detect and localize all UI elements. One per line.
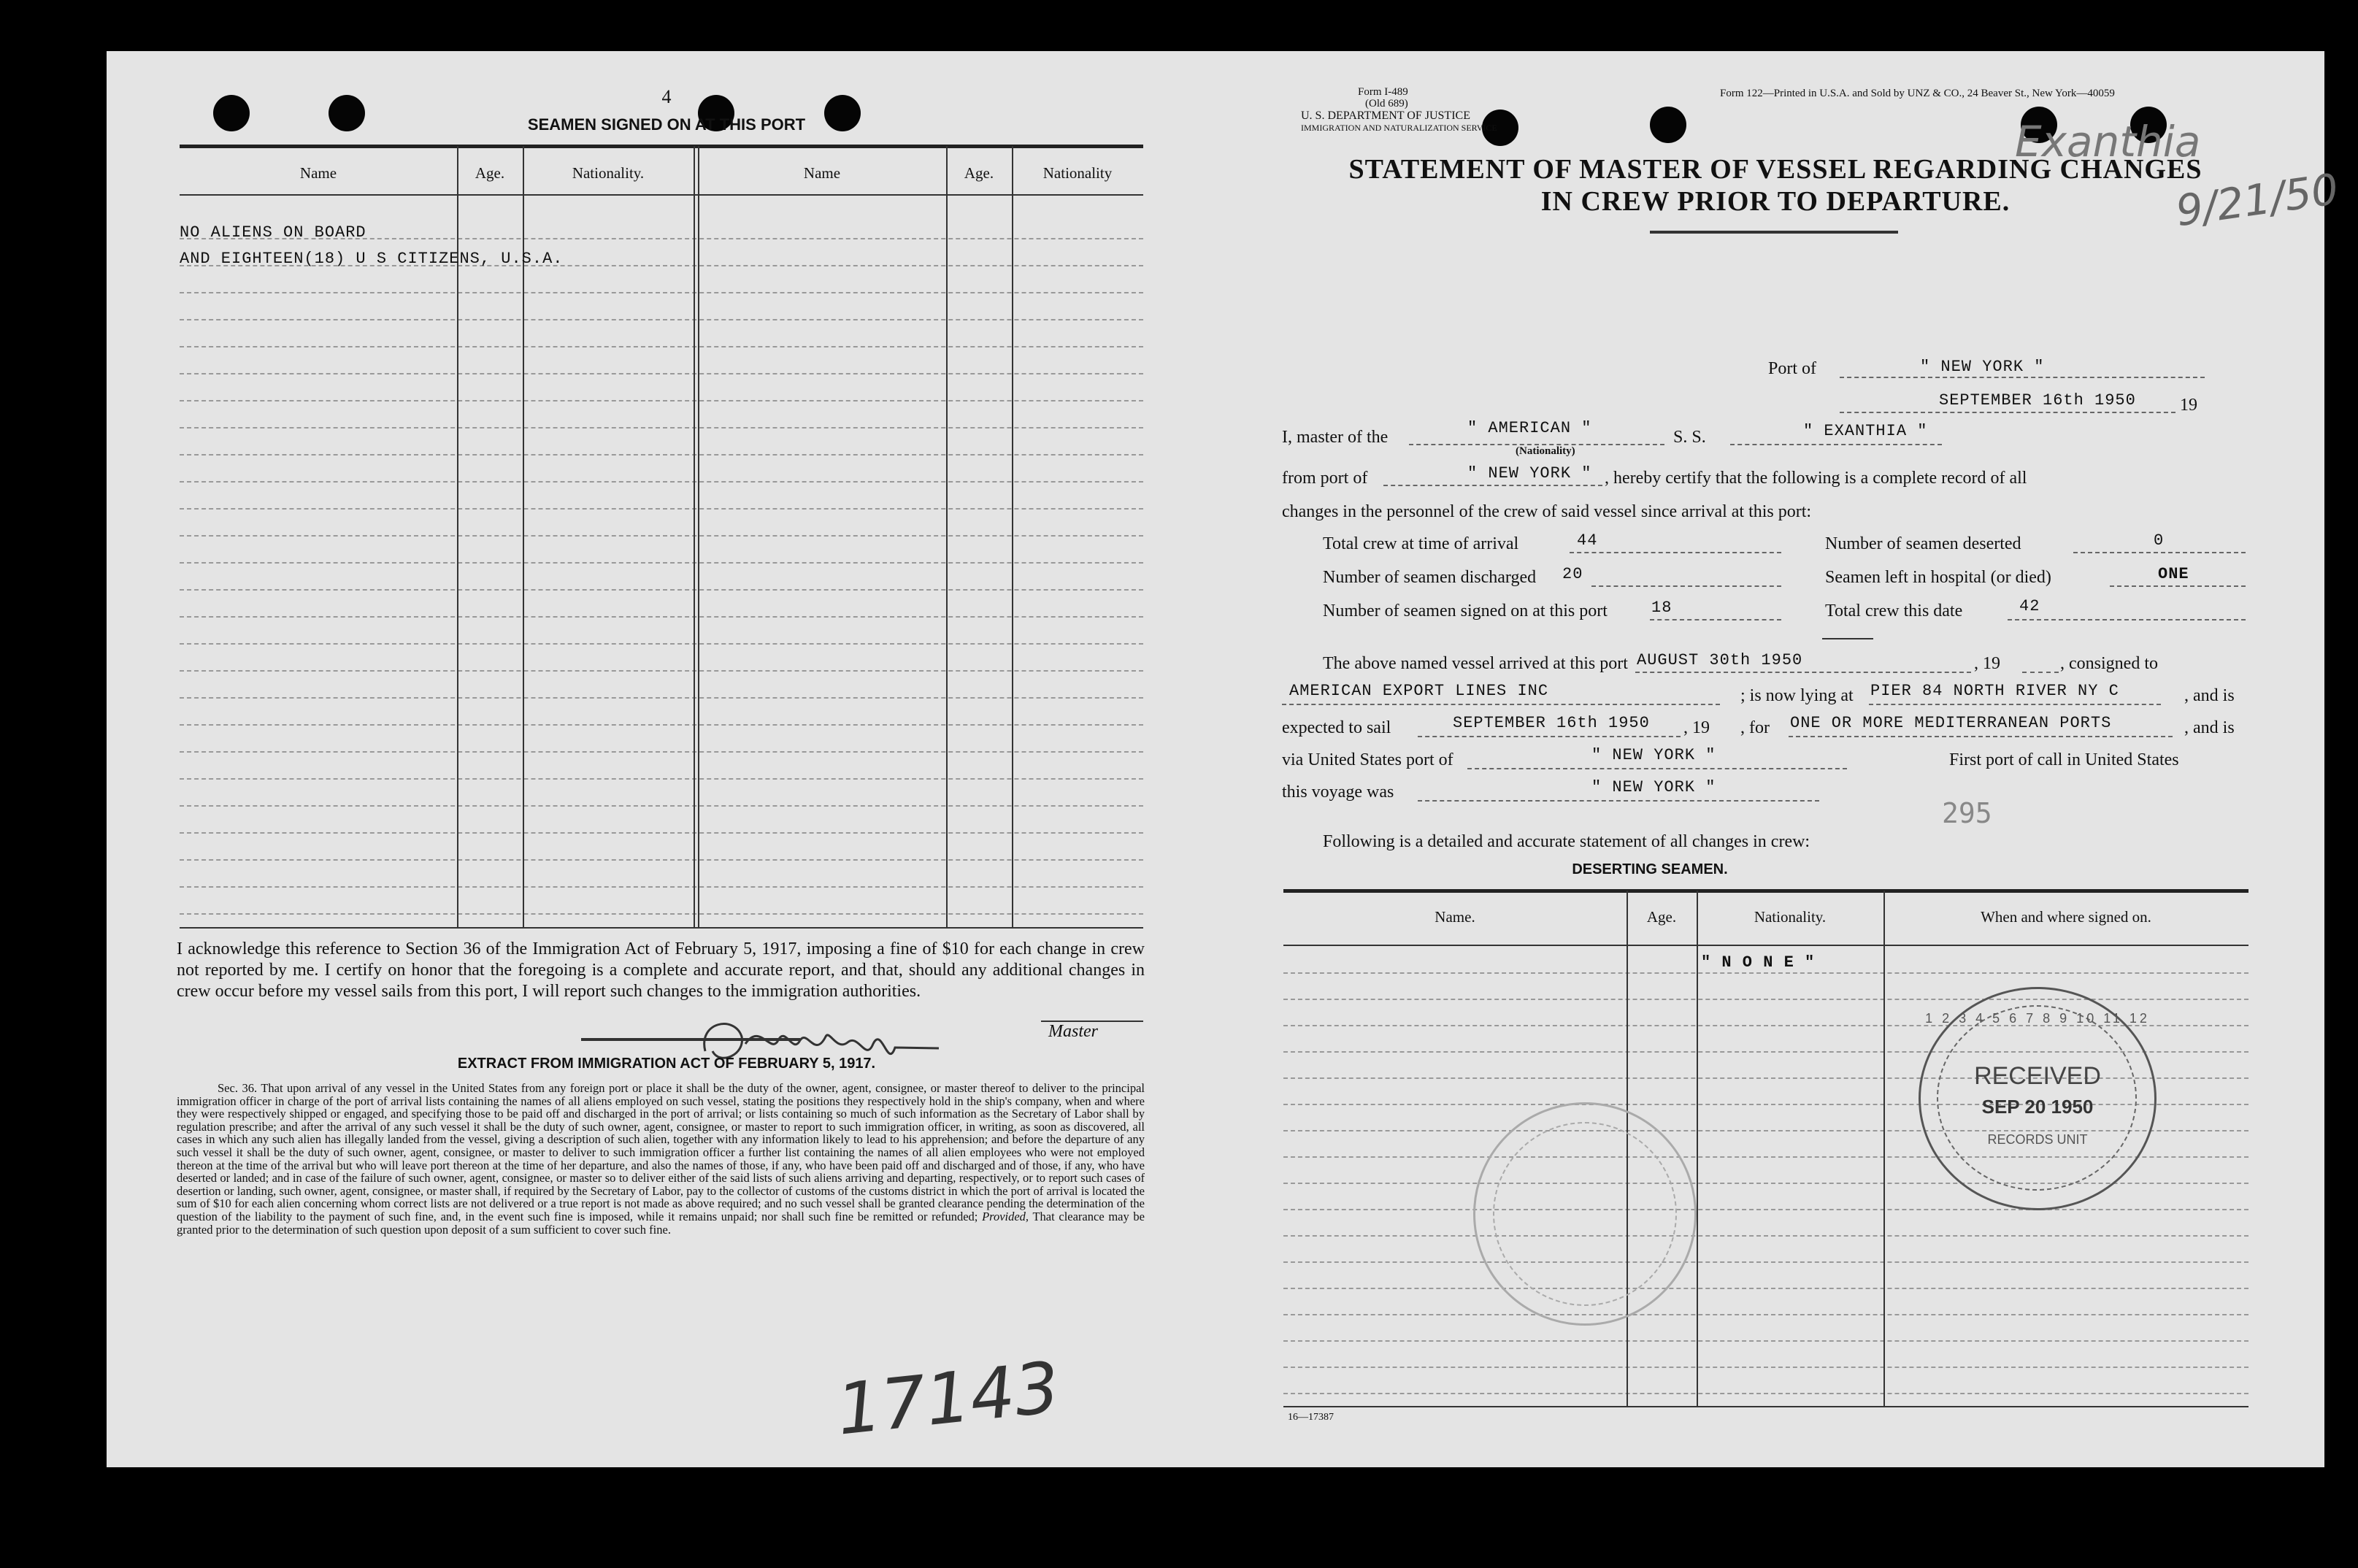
left-page — [107, 51, 1226, 1467]
table-top-rule — [180, 145, 1143, 148]
extract-text: That upon arrival of any vessel in the United States from any foreign port or place it shall be the duty of the owner, agent, consignee, or master thereof to deliver to the principal immigration officer in charge of the port of arrival lists containing the names of all aliens employed on such vessel, stating the positions they respectively hold in the ship's company, when and where they were respectively shipped or engaged, and specifying those to be paid off and discharged in the port of arrival; or lists containing so much of such information as the Secretary of Labor shall by regulation prescribe; and after the arrival of any such vessel it shall be the duty of such owner, agent, consignee, or master to report to such immigration officer, in writing, as soon as discovered, all cases in which any such alien has illegally landed from the vessel, giving a description of such alien, together with any information likely to lead to his apprehension; and before the departure of any such vessel it shall be the duty of such owner, agent, consignee, or master to deliver to such immigration officer a further list containing the names of all alien employees who were not employed thereon at the time of the arrival but who will leave port thereon at the time of her departure, and also the names of those, if any, who have been paid off and discharged and of those, if any, who have deserted or landed; and in case of the failure of such owner, agent, consignee, or master so to deliver either of the said lists of such aliens arriving and departing, respectively, or to report such cases of desertion or landing, such owner, agent, consignee, or master shall, if required by the Secretary of Labor, pay to the collector of customs of the customs district in which the port of arrival is located the sum of $10 for each alien concerning whom correct lists are not delivered or a true report is not made as above required; and no such vessel shall be granted clearance pending the determination of the question of the liability to the payment of such fine, and, in the event such fine is imposed, while it remains unpaid; nor shall such fine be remitted or refunded; — [177, 1081, 1145, 1223]
fill-line — [1383, 485, 1602, 486]
col-header-name: Name. — [1435, 908, 1475, 926]
from-port-value: " NEW YORK " — [1467, 464, 1592, 483]
date-suffix: 19 — [2180, 396, 2197, 415]
ss-label: S. S. — [1673, 428, 1706, 447]
section-title: SEAMEN SIGNED ON AT THIS PORT — [527, 115, 806, 134]
divider — [581, 1038, 800, 1041]
row-rule — [180, 319, 1143, 320]
port-value: " NEW YORK " — [1920, 358, 2045, 376]
row-rule — [180, 346, 1143, 347]
stamp-unit: RECORDS UNIT — [1987, 1132, 2088, 1147]
arrived-value: AUGUST 30th 1950 — [1637, 651, 1803, 669]
table-header-rule — [1283, 945, 2248, 946]
and-is-text: , and is — [2184, 718, 2235, 737]
hospital-value: ONE — [2158, 565, 2189, 583]
row-rule — [1283, 1314, 2248, 1315]
extract-body — [177, 1082, 1145, 1236]
sail-suffix: , 19 — [1683, 718, 1710, 737]
col-header-nationality-2: Nationality — [1042, 164, 1113, 182]
table-entry: NO ALIENS ON BOARD — [180, 223, 366, 242]
fill-line — [2022, 672, 2059, 673]
col-header-when-where: When and where signed on. — [1981, 908, 2151, 926]
row-rule — [180, 481, 1143, 483]
signature-label: Master — [1048, 1022, 1098, 1041]
and-is-text: , and is — [2184, 686, 2235, 705]
table-entry: AND EIGHTEEN(18) U S CITIZENS, U.S.A. — [180, 250, 564, 268]
column-rule — [1697, 891, 1698, 1407]
fill-line — [1789, 736, 2173, 737]
following-text: Following is a detailed and accurate statement of all changes in crew: — [1323, 832, 1810, 851]
form-number: 16—17387 — [1288, 1412, 1334, 1423]
row-rule — [180, 859, 1143, 861]
fill-line — [1418, 800, 1819, 802]
fill-line — [1282, 704, 1720, 705]
row-rule — [180, 589, 1143, 591]
discharged-value: 20 — [1562, 565, 1583, 583]
fill-line — [1840, 412, 2175, 413]
form-id: Form I-489 — [1358, 86, 1408, 98]
total-crew-arrival-label: Total crew at time of arrival — [1323, 534, 1519, 553]
stamp-ring-numbers: 1 2 3 4 5 6 7 8 9 10 11 12 — [1925, 1011, 2150, 1026]
row-rule — [1283, 1393, 2248, 1394]
fill-line — [1467, 768, 1847, 769]
arrived-label: The above named vessel arrived at this port — [1323, 654, 1628, 673]
fill-line — [2008, 619, 2246, 620]
fill-line — [1869, 704, 2161, 705]
divider — [1822, 638, 1873, 639]
handwritten-date: 9/21/50 — [2173, 164, 2342, 237]
arrived-suffix: , 19 — [1974, 654, 2000, 673]
fill-line — [2110, 585, 2246, 587]
row-rule — [180, 805, 1143, 807]
row-rule — [180, 616, 1143, 618]
stamp-date: SEP 20 1950 — [1981, 1096, 2094, 1118]
hospital-label: Seamen left in hospital (or died) — [1825, 568, 2051, 587]
col-header-age: Age. — [1646, 908, 1677, 926]
row-rule — [180, 778, 1143, 780]
handwritten-vessel: Exanthia — [2015, 117, 2201, 166]
col-header-nationality: Nationality. — [572, 164, 645, 182]
title-underline — [1650, 231, 1898, 234]
faint-stamp-inner-ring — [1493, 1122, 1677, 1306]
form-old: (Old 689) — [1365, 98, 1408, 109]
column-rule — [698, 146, 699, 929]
table-header-rule — [180, 194, 1143, 196]
row-rule — [180, 886, 1143, 888]
punch-hole — [1650, 107, 1686, 143]
row-rule — [180, 508, 1143, 510]
table-bottom-rule — [180, 927, 1143, 929]
nationality-value: " AMERICAN " — [1467, 419, 1592, 437]
row-rule — [1283, 1209, 2248, 1210]
deserted-value: 0 — [2154, 531, 2165, 550]
column-rule — [946, 146, 948, 929]
lying-label: ; is now lying at — [1740, 686, 1854, 705]
extract-end: That clearance may be granted prior to the determination of such question upon deposit of a sum sufficient to cover such fine. — [177, 1209, 1145, 1237]
signed-on-value: 18 — [1651, 599, 1673, 617]
page-stamp-number: 295 — [1942, 797, 1992, 829]
form-title-line1: STATEMENT OF MASTER OF VESSEL REGARDING CHANGES — [1348, 154, 2203, 185]
row-rule — [180, 373, 1143, 374]
row-rule — [180, 643, 1143, 645]
fill-line — [1591, 585, 1781, 587]
voyage-value: " NEW YORK " — [1591, 778, 1716, 796]
row-rule — [180, 454, 1143, 456]
sail-label: expected to sail — [1282, 718, 1391, 737]
lying-value: PIER 84 NORTH RIVER NY C — [1870, 682, 2119, 700]
changes-text: changes in the personnel of the crew of said vessel since arrival at this port: — [1282, 502, 1812, 521]
row-rule — [180, 562, 1143, 564]
table-bottom-rule — [1283, 1406, 2248, 1407]
extract-provided: Provided, — [982, 1209, 1029, 1223]
master-label: I, master of the — [1282, 428, 1389, 447]
fill-line — [1650, 619, 1781, 620]
row-rule — [180, 400, 1143, 401]
row-rule — [180, 913, 1143, 915]
total-crew-date-label: Total crew this date — [1825, 602, 1963, 620]
received-stamp — [1919, 987, 2157, 1210]
deserting-title: DESERTING SEAMEN. — [1572, 861, 1728, 877]
for-value: ONE OR MORE MEDITERRANEAN PORTS — [1790, 714, 2112, 732]
printer-line: Form 122—Printed in U.S.A. and Sold by UNZ & CO., 24 Beaver St., New York—40059 — [1720, 88, 2115, 99]
service: IMMIGRATION AND NATURALIZATION SERVICE — [1301, 123, 1497, 133]
fill-line — [1418, 736, 1681, 737]
row-rule — [180, 697, 1143, 699]
first-port-label: First port of call in United States — [1949, 750, 2179, 769]
stamp-received: RECEIVED — [1974, 1062, 2101, 1090]
acknowledgment-text: I acknowledge this reference to Section 36 of the Immigration Act of February 5, 1917, imposing a fine of $10 for each change in crew not reported by me. I certify on honor that the foregoing is a complete and accurate report, and that, should any additional changes in crew occur before my vessel sails from this port, I will report such changes to the immigration authorities. — [177, 939, 1145, 1001]
row-rule — [180, 832, 1143, 834]
row-rule — [1283, 999, 2248, 1000]
from-port-label: from port of — [1282, 469, 1368, 488]
page-number: 4 — [661, 86, 672, 107]
row-rule — [1283, 1261, 2248, 1263]
port-label: Port of — [1768, 359, 1816, 378]
column-rule — [694, 146, 695, 929]
col-header-age-2: Age. — [964, 164, 994, 182]
col-header-name: Name — [299, 164, 337, 182]
right-page — [1226, 51, 2342, 1467]
row-rule — [1283, 972, 2248, 974]
sail-value: SEPTEMBER 16th 1950 — [1453, 714, 1650, 732]
consignee-value: AMERICAN EXPORT LINES INC — [1289, 682, 1549, 700]
for-label: , for — [1740, 718, 1770, 737]
row-rule — [180, 427, 1143, 428]
via-label: via United States port of — [1282, 750, 1453, 769]
handwritten-number: 17143 — [832, 1346, 1064, 1451]
row-rule — [180, 670, 1143, 672]
total-crew-arrival-value: 44 — [1577, 531, 1598, 550]
none-entry: " N O N E " — [1701, 953, 1816, 972]
voyage-label: this voyage was — [1282, 783, 1394, 802]
row-rule — [180, 724, 1143, 726]
column-rule — [1883, 891, 1885, 1407]
row-rule — [180, 751, 1143, 753]
col-header-age: Age. — [475, 164, 505, 182]
via-value: " NEW YORK " — [1591, 746, 1716, 764]
col-header-nationality: Nationality. — [1754, 908, 1827, 926]
discharged-label: Number of seamen discharged — [1323, 568, 1537, 587]
row-rule — [1283, 1367, 2248, 1368]
extract-title: EXTRACT FROM IMMIGRATION ACT OF FEBRUARY 5, 1917. — [457, 1056, 876, 1072]
fill-line — [1840, 377, 2205, 378]
row-rule — [1283, 1288, 2248, 1289]
row-rule — [180, 535, 1143, 537]
certify-text: , hereby certify that the following is a complete record of all — [1605, 469, 2027, 488]
vessel-value: " EXANTHIA " — [1803, 422, 1928, 440]
fill-line — [2073, 552, 2246, 553]
form-title-line2: IN CREW PRIOR TO DEPARTURE. — [1540, 186, 2011, 217]
col-header-name-2: Name — [803, 164, 841, 182]
column-rule — [1012, 146, 1013, 929]
extract-section: Sec. 36. — [218, 1081, 258, 1095]
fill-line — [1730, 444, 1942, 445]
total-crew-date-value: 42 — [2019, 597, 2040, 615]
row-rule — [1283, 1340, 2248, 1342]
faint-stamp — [1473, 1102, 1697, 1326]
date-value: SEPTEMBER 16th 1950 — [1939, 391, 2136, 410]
department: U. S. DEPARTMENT OF JUSTICE — [1301, 109, 1470, 122]
fill-line — [1570, 552, 1781, 553]
row-rule — [1283, 1235, 2248, 1237]
nationality-label: (Nationality) — [1516, 445, 1575, 457]
fill-line — [1635, 672, 1971, 673]
row-rule — [180, 292, 1143, 293]
table-top-rule — [1283, 889, 2248, 893]
signed-on-label: Number of seamen signed on at this port — [1323, 602, 1608, 620]
consigned-label: , consigned to — [2060, 654, 2158, 673]
deserted-label: Number of seamen deserted — [1825, 534, 2021, 553]
